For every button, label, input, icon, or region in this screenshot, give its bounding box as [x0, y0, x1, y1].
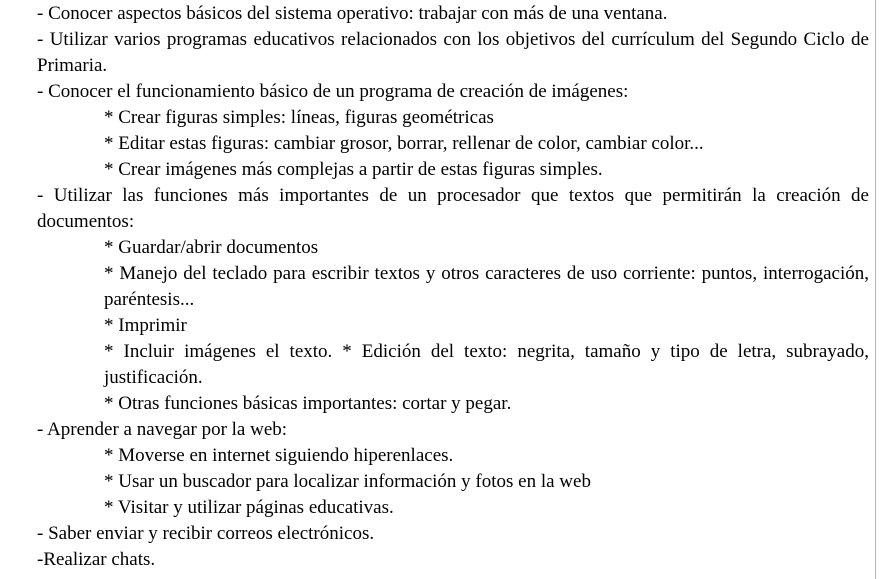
- objective-chats: -Realizar chats.: [37, 549, 156, 570]
- objective-image-program: - Conocer el funcionamiento básico de un programa de creación de imágenes:: [37, 81, 629, 102]
- page-edge-line: [875, 0, 876, 579]
- subitem-print: * Imprimir: [104, 315, 187, 336]
- objective-os-basics: - Conocer aspectos básicos del sistema operativo: trabajar con más de una ventana.: [37, 3, 668, 24]
- subitem-edit-figures: * Editar estas figuras: cambiar grosor, borrar, rellenar de color, cambiar color...: [104, 133, 704, 154]
- document-body: [37, 1, 869, 573]
- subitem-simple-figures: * Crear figuras simples: líneas, figuras geométricas: [104, 107, 494, 128]
- subitem-images-editing: * Incluir imágenes el texto. * Edición del texto: negrita, tamaño y tipo de letra, subrayado, justificación.: [104, 341, 869, 388]
- objective-word-processor: - Utilizar las funciones más importantes de un procesador que textos que permitirán la creación de documentos:: [37, 185, 869, 232]
- subitem-complex-images: * Crear imágenes más complejas a partir de estas figuras simples.: [104, 159, 603, 180]
- objective-web-navigation: - Aprender a navegar por la web:: [37, 419, 288, 440]
- subitem-educational-pages: * Visitar y utilizar páginas educativas.: [104, 497, 394, 518]
- objective-educational-programs: - Utilizar varios programas educativos relacionados con los objetivos del currículum del Segundo Ciclo de Primaria.: [37, 29, 869, 76]
- subitem-hyperlinks: * Moverse en internet siguiendo hiperenlaces.: [104, 445, 454, 466]
- subitem-save-open: * Guardar/abrir documentos: [104, 237, 319, 258]
- objective-email: - Saber enviar y recibir correos electrónicos.: [37, 523, 375, 544]
- subitem-search-engine: * Usar un buscador para localizar información y fotos en la web: [104, 471, 591, 492]
- subitem-cut-paste: * Otras funciones básicas importantes: cortar y pegar.: [104, 393, 512, 414]
- subitem-keyboard: * Manejo del teclado para escribir textos y otros caracteres de uso corriente: puntos, interrogación, paréntesis...: [104, 263, 869, 310]
